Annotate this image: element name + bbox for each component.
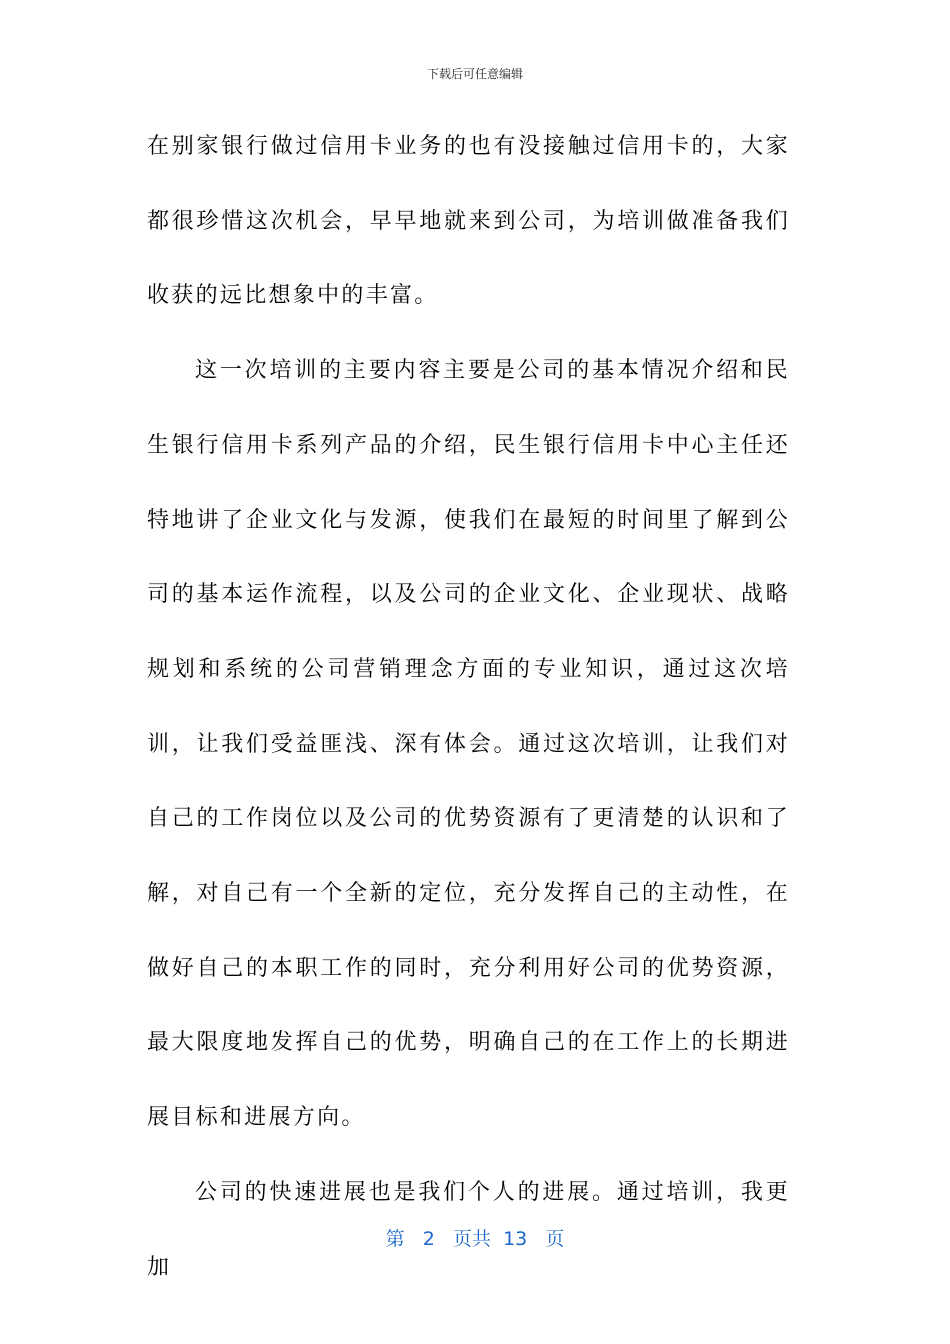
- document-body: [147, 110, 790, 1305]
- page-footer: [0, 1226, 950, 1252]
- footer-label-prefix: 第: [385, 1228, 405, 1250]
- paragraph-2: 这一次培训的主要内容主要是公司的基本情况介绍和民生银行信用卡系列产品的介绍，民生银行信用卡中心主任还特地讲了企业文化与发源，使我们在最短的时间里了解到公司的基本运作流程，以及公司的企业文化、企业现状、战略规划和系统的公司营销理念方面的专业知识，通过这次培训，让我们受益匪浅、深有体会。通过这次培训，让我们对自己的工作岗位以及公司的优势资源有了更清楚的认识和了解，对自己有一个全新的定位，充分发挥自己的主动性，在做好自己的本职工作的同时，充分利用好公司的优势资源，最大限度地发挥自己的优势，明确自己的在工作上的长期进展目标和进展方向。: [147, 358, 790, 1131]
- footer-label-suffix: 页: [545, 1228, 565, 1250]
- paragraph-1: 在别家银行做过信用卡业务的也有没接触过信用卡的，大家都很珍惜这次机会，早早地就来到公司，为培训做准备我们收获的远比想象中的丰富。: [147, 134, 790, 309]
- footer-label-middle: 页共: [452, 1228, 491, 1250]
- footer-current-page: 2: [422, 1228, 435, 1250]
- paragraph-3: 公司的快速进展也是我们个人的进展。通过培训，我更加: [147, 1179, 790, 1280]
- header-note: 下载后可任意编辑: [426, 67, 523, 81]
- footer-total-pages: 13: [503, 1228, 528, 1250]
